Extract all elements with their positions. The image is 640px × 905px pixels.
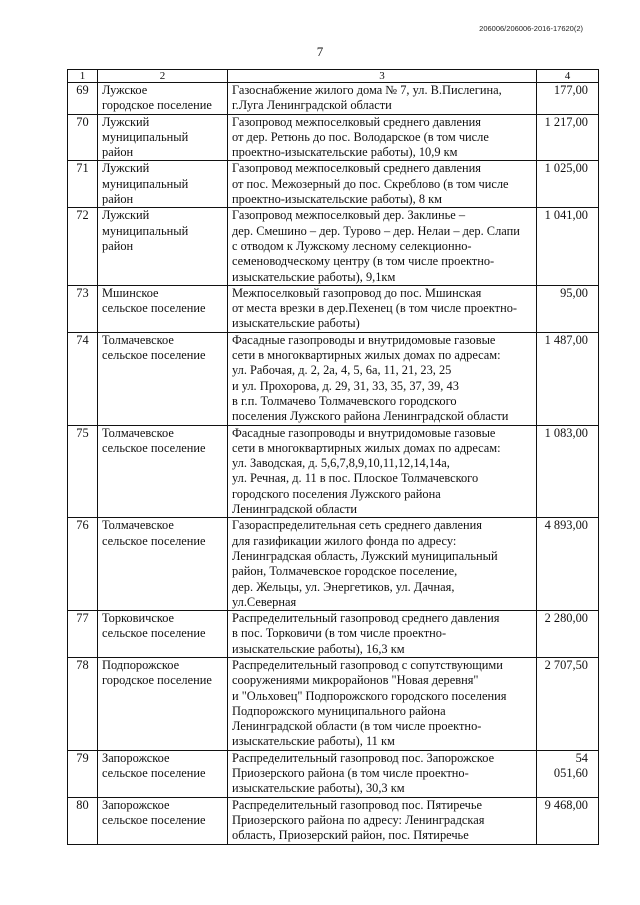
municipality-line: сельское поселение [102, 626, 206, 641]
description-line: городского поселения Лужского района [232, 486, 441, 501]
description-line: в пос. Торковичи (в том числе проектно- [232, 626, 447, 641]
row-number: 72 [68, 208, 98, 285]
municipality-line: сельское поселение [102, 301, 206, 316]
description-line: от пос. Межозерный до пос. Скреблово (в том числе [232, 176, 509, 191]
description-line: для газификации жилого фонда по адресу: [232, 533, 457, 548]
municipality-cell [98, 208, 228, 285]
amount-cell: 1 487,00 [537, 332, 599, 425]
description-line: ул. Речная, д. 11 в пос. Плоское Толмачевского [232, 471, 479, 486]
table-row [68, 161, 599, 208]
municipality-line: район [102, 238, 134, 253]
description-cell [228, 208, 537, 285]
municipality-line: сельское поселение [102, 766, 206, 781]
municipality-line: Лужский [102, 114, 150, 129]
municipality-line: сельское поселение [102, 812, 206, 827]
municipality-line: Толмачевское [102, 332, 174, 347]
row-number: 76 [68, 518, 98, 611]
municipality-cell [98, 611, 228, 658]
amount-cell: 9 468,00 [537, 797, 599, 844]
description-line: изыскательские работы) [232, 316, 360, 331]
description-line: изыскательские работы), 9,1км [232, 269, 396, 284]
column-header: 2 [98, 70, 228, 83]
description-line: сооружениями микрорайонов "Новая деревня" [232, 673, 479, 688]
table-row [68, 750, 599, 797]
table-row [68, 611, 599, 658]
municipality-line: Запорожское [102, 750, 170, 765]
description-line: Подпорожского муниципального района [232, 703, 446, 718]
municipality-line: городское поселение [102, 673, 212, 688]
table-header-row [68, 70, 599, 83]
description-cell [228, 285, 537, 332]
amount-cell: 2 280,00 [537, 611, 599, 658]
amount-cell: 1 025,00 [537, 161, 599, 208]
table-row [68, 208, 599, 285]
description-line: район, Толмачевское городское поселение, [232, 564, 458, 579]
description-line: Фасадные газопроводы и внутридомовые газовые [232, 332, 496, 347]
description-line: Распределительный газопровод пос. Запорожское [232, 750, 495, 765]
description-cell [228, 83, 537, 115]
description-line: Приозерского района (в том числе проектно- [232, 766, 469, 781]
table-row [68, 285, 599, 332]
amount-cell: 1 083,00 [537, 425, 599, 518]
description-line: Фасадные газопроводы и внутридомовые газовые [232, 425, 496, 440]
amount-cell: 1 217,00 [537, 114, 599, 161]
municipality-line: муниципальный [102, 129, 189, 144]
municipality-line: Торковичское [102, 611, 175, 626]
municipality-line: Толмачевское [102, 518, 174, 533]
table-row [68, 114, 599, 161]
description-line: и "Ольховец" Подпорожского городского поселения [232, 688, 507, 703]
description-cell [228, 114, 537, 161]
amount-cell: 1 041,00 [537, 208, 599, 285]
row-number: 78 [68, 657, 98, 750]
description-line: дер. Жельцы, ул. Энергетиков, ул. Дачная, [232, 579, 455, 594]
column-header: 1 [68, 70, 98, 83]
description-cell [228, 611, 537, 658]
municipality-cell [98, 161, 228, 208]
amount-cell: 2 707,50 [537, 657, 599, 750]
description-line: Межпоселковый газопровод до пос. Мшинская [232, 285, 482, 300]
municipality-line: сельское поселение [102, 348, 206, 363]
description-line: сети в многоквартирных жилых домах по адресам: [232, 348, 501, 363]
description-line: область, Приозерский район, пос. Пятиречье [232, 828, 469, 843]
municipality-line: сельское поселение [102, 440, 206, 455]
description-cell [228, 425, 537, 518]
municipality-line: Лужский [102, 161, 150, 176]
municipality-cell [98, 114, 228, 161]
description-line: изыскательские работы), 11 км [232, 734, 395, 749]
description-line: изыскательские работы), 16,3 км [232, 641, 405, 656]
municipality-cell [98, 332, 228, 425]
table-row [68, 83, 599, 115]
description-cell [228, 797, 537, 844]
description-line: Газопровод межпоселковый среднего давления [232, 161, 481, 176]
description-line: изыскательские работы), 30,3 км [232, 781, 405, 796]
description-line: от места врезки в дер.Пехенец (в том числе проектно- [232, 301, 518, 316]
municipality-cell [98, 425, 228, 518]
column-header: 4 [537, 70, 599, 83]
description-line: Газоснабжение жилого дома № 7, ул. В.Пислегина, [232, 83, 502, 97]
row-number: 69 [68, 83, 98, 115]
description-cell [228, 161, 537, 208]
description-line: с отводом к Лужскому лесному селекционно- [232, 238, 472, 253]
description-line: дер. Смешино – дер. Турово – дер. Нелаи – дер. Слапи [232, 223, 520, 238]
municipality-cell [98, 285, 228, 332]
municipality-line: сельское поселение [102, 533, 206, 548]
municipality-line: муниципальный [102, 223, 189, 238]
municipality-line: Лужский [102, 208, 150, 223]
description-line: семеноводческому центру (в том числе проектно- [232, 254, 495, 269]
row-number: 80 [68, 797, 98, 844]
description-cell [228, 332, 537, 425]
municipality-cell [98, 83, 228, 115]
municipality-cell [98, 797, 228, 844]
municipality-line: Толмачевское [102, 425, 174, 440]
description-cell [228, 750, 537, 797]
row-number: 74 [68, 332, 98, 425]
description-line: Распределительный газопровод с сопутствующими [232, 657, 503, 672]
row-number: 79 [68, 750, 98, 797]
description-line: проектно-изыскательские работы), 10,9 км [232, 145, 458, 160]
municipality-line: муниципальный [102, 176, 189, 191]
description-line: Распределительный газопровод среднего давления [232, 611, 500, 626]
row-number: 71 [68, 161, 98, 208]
table-row [68, 797, 599, 844]
description-line: Газораспределительная сеть среднего давления [232, 518, 483, 533]
column-header: 3 [228, 70, 537, 83]
description-line: в г.п. Толмачево Толмачевского городского [232, 393, 457, 408]
municipality-line: Лужское [102, 83, 148, 97]
description-line: ул.Северная [232, 594, 297, 609]
row-number: 75 [68, 425, 98, 518]
description-line: проектно-изыскательские работы), 8 км [232, 192, 442, 207]
amount-cell: 54 051,60 [537, 750, 599, 797]
amount-cell: 95,00 [537, 285, 599, 332]
description-line: Ленинградская область, Лужский муниципальный [232, 548, 498, 563]
table-row [68, 657, 599, 750]
municipality-line: Подпорожское [102, 657, 180, 672]
description-line: Газопровод межпоселковый дер. Заклинье – [232, 208, 466, 223]
description-line: поселения Лужского района Ленинградской области [232, 409, 509, 424]
amount-cell: 177,00 [537, 83, 599, 115]
municipality-line: Запорожское [102, 797, 170, 812]
row-number: 73 [68, 285, 98, 332]
gas-pipeline-table [67, 69, 599, 845]
description-line: ул. Рабочая, д. 2, 2а, 4, 5, 6а, 11, 21, 23, 25 [232, 363, 452, 378]
description-cell [228, 657, 537, 750]
row-number: 70 [68, 114, 98, 161]
amount-cell: 4 893,00 [537, 518, 599, 611]
description-line: ул. Заводская, д. 5,6,7,8,9,10,11,12,14,14а, [232, 456, 450, 471]
municipality-line: район [102, 192, 134, 207]
description-line: Ленинградской области [232, 502, 358, 517]
table-row [68, 332, 599, 425]
document-id: 206006/206006-2016-17620(2) [479, 24, 583, 33]
description-line: Ленинградской области (в том числе проектно- [232, 719, 482, 734]
municipality-cell [98, 750, 228, 797]
page-number: 7 [316, 44, 324, 59]
description-line: Приозерского района по адресу: Ленинградская [232, 812, 485, 827]
municipality-line: городское поселение [102, 98, 212, 113]
description-line: г.Луга Ленинградской области [232, 98, 392, 113]
description-line: сети в многоквартирных жилых домах по адресам: [232, 440, 501, 455]
description-line: Газопровод межпоселковый среднего давления [232, 114, 481, 129]
description-line: и ул. Прохорова, д. 29, 31, 33, 35, 37, 39, 43 [232, 378, 459, 393]
municipality-cell [98, 518, 228, 611]
municipality-cell [98, 657, 228, 750]
description-line: от дер. Ретюнь до пос. Володарское (в том числе [232, 129, 489, 144]
description-line: Распределительный газопровод пос. Пятиречье [232, 797, 483, 812]
table-row [68, 425, 599, 518]
municipality-line: Мшинское [102, 285, 159, 300]
description-cell [228, 518, 537, 611]
municipality-line: район [102, 145, 134, 160]
table-row [68, 518, 599, 611]
row-number: 77 [68, 611, 98, 658]
